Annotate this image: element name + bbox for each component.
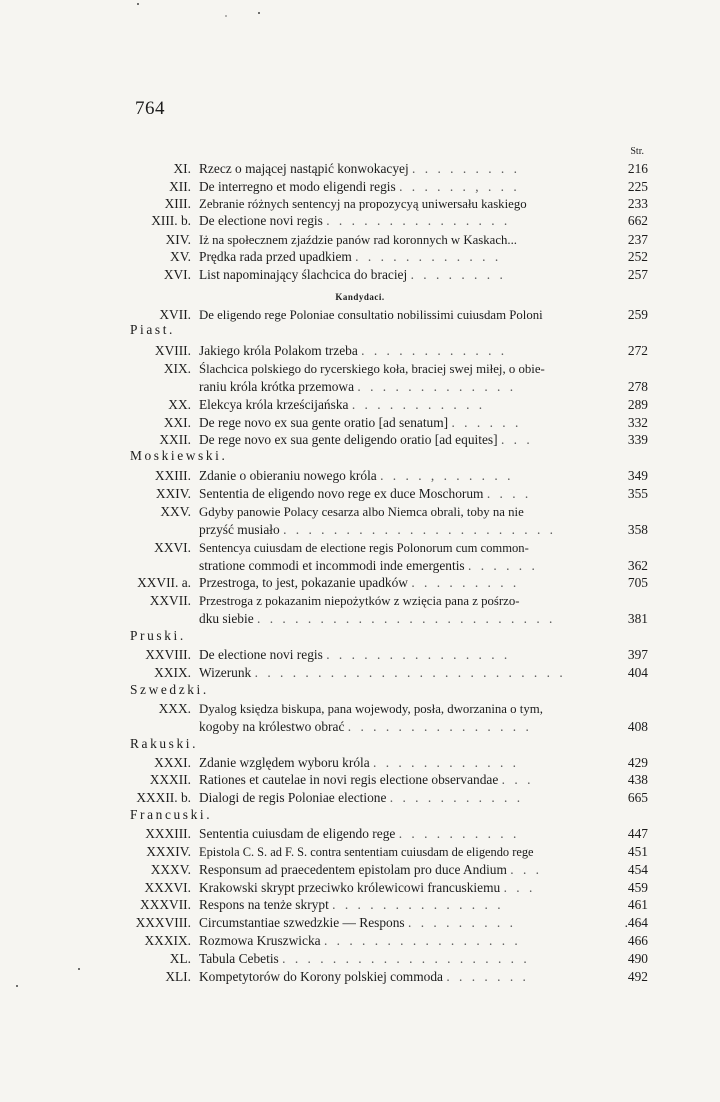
entry-title: [199, 342, 507, 359]
entry-number: XXVII. a.: [137, 575, 191, 590]
entry-title-text: Dyalog księdza biskupa, pana wojewody, posła, dworzanina o tym,: [199, 702, 543, 716]
entry-number: XXXVII.: [140, 897, 191, 912]
entry-title: [199, 378, 516, 395]
entry-title: [199, 574, 519, 591]
entry-page: 358: [627, 522, 648, 537]
entry-number: XIX.: [163, 361, 191, 376]
entry-page: 233: [627, 196, 648, 211]
entry-title: [199, 306, 543, 324]
entry-page: 454: [627, 862, 648, 877]
entry-title-text: dku siebie: [199, 611, 254, 626]
entry-page: 259: [627, 307, 648, 322]
column-header-str: Str.: [630, 146, 644, 157]
leader-dots: . . . . , . . . . . .: [380, 468, 514, 483]
entry-number: XXXII.: [149, 772, 191, 787]
entry-title-text: przyść musiało: [199, 522, 280, 537]
entry-number: XXXII. b.: [136, 790, 191, 805]
leader-dots: . . . . . . , . . .: [399, 179, 520, 194]
entry-title: [199, 592, 520, 610]
entry-page: 466: [627, 933, 648, 948]
entry-title: [199, 754, 519, 771]
leader-dots: . . . . . . . . . . . . . . . . . . . .: [282, 951, 530, 966]
scan-speck: [225, 15, 227, 17]
entry-title-text: De electione novi regis: [199, 213, 323, 228]
entry-page: 355: [627, 486, 648, 501]
entry-title: [199, 771, 533, 788]
entry-title-text: Respons na tenże skrypt: [199, 897, 329, 912]
entry-title-text: Jakiego króla Polakom trzeba: [199, 343, 358, 358]
leader-dots: . . . . . . . . .: [408, 915, 516, 930]
entry-title-text: Rationes et cautelae in novi regis electione observandae: [199, 772, 499, 787]
entry-number: XXII.: [159, 432, 191, 447]
entry-title: [199, 360, 545, 378]
leader-dots: . . . .: [486, 486, 532, 501]
entry-number: XXXIII.: [145, 826, 191, 841]
leader-dots: . . .: [500, 432, 533, 447]
entry-number: XXXIX.: [144, 933, 191, 948]
entry-title-text: De interregno et modo eligendi regis: [199, 179, 396, 194]
leader-dots: . . . . . . . . . . . . . . .: [347, 719, 532, 734]
entry-title: [199, 789, 523, 806]
entry-number: XXXVIII.: [135, 915, 191, 930]
entry-title-text: Kompetytorów do Korony polskiej commoda: [199, 969, 443, 984]
entry-page: 438: [627, 772, 648, 787]
entry-number: XXIII.: [154, 468, 191, 483]
leader-dots: . . . . . . . . . . .: [389, 790, 524, 805]
entry-number: XIV.: [165, 232, 191, 247]
entry-title: [199, 932, 521, 949]
leader-dots: . . .: [503, 880, 536, 895]
entry-title: [199, 843, 534, 861]
entry-number: XVI.: [163, 267, 191, 282]
entry-page: 429: [627, 755, 648, 770]
entry-title: [199, 968, 529, 985]
entry-page: 289: [627, 397, 648, 412]
entry-page: 451: [627, 844, 648, 859]
leader-dots: . . . . . . . . . . . . . . . . . . . . . .: [283, 522, 557, 537]
scan-speck: [258, 12, 260, 14]
entry-number: XXVI.: [154, 540, 191, 555]
section-heading: Kandydaci.: [335, 292, 385, 302]
entry-title-text: Krakowski skrypt przeciwko królewicowi francuskiemu: [199, 880, 501, 895]
entry-page: 332: [627, 415, 648, 430]
entry-page: .464: [624, 915, 648, 930]
entry-title-text: Responsum ad praecedentem epistolam pro duce Andium: [199, 862, 507, 877]
leader-dots: . . . . . . . .: [410, 267, 506, 282]
group-label-piast: Piast.: [130, 322, 175, 337]
entry-title-text: Sentencya cuiusdam de electione regis Polonorum cum common-: [199, 541, 529, 555]
entry-page: 278: [627, 379, 648, 394]
group-label-moskiewski: Moskiewski.: [130, 448, 228, 463]
entry-title-text: Prędka rada przed upadkiem: [199, 249, 352, 264]
entry-title: [199, 610, 555, 627]
entry-title: [199, 825, 519, 842]
entry-page: 490: [627, 951, 648, 966]
entry-title-text: Iż na społecznem zjaździe panów rad koronnych w Kaskach...: [199, 233, 518, 247]
entry-page: 381: [627, 611, 648, 626]
entry-title: [199, 485, 531, 502]
entry-title: [199, 646, 510, 663]
entry-number: XXVII.: [149, 593, 191, 608]
entry-page: 339: [627, 432, 648, 447]
entry-number: XV.: [170, 249, 191, 264]
entry-page: 459: [627, 880, 648, 895]
entry-page: 408: [627, 719, 648, 734]
entry-title: [199, 414, 521, 431]
entry-title: [199, 950, 530, 967]
entry-title: [199, 700, 543, 718]
leader-dots: . . . . . . . . . . . . . .: [332, 897, 504, 912]
entry-title-text: Ślachcica polskiego do rycerskiego koła, braciej swej miłej, o obie-: [199, 362, 545, 376]
entry-number: XII.: [169, 179, 191, 194]
entry-page: 349: [627, 468, 648, 483]
scan-speck: [78, 968, 80, 970]
entry-page: 492: [627, 969, 648, 984]
entry-number: XXVIII.: [145, 647, 191, 662]
entry-title-text: Zdanie o obieraniu nowego króla: [199, 468, 377, 483]
entry-title-text: De rege novo ex sua gente oratio [ad senatum]: [199, 415, 449, 430]
entry-title: [199, 664, 566, 681]
entry-number: XXXV.: [150, 862, 191, 877]
entry-number: XXXIV.: [146, 844, 191, 859]
entry-title: [199, 521, 556, 538]
entry-number: XIII.: [164, 196, 191, 211]
entry-title-text: Przestroga z pokazanim niepożytków z wzięcia pana z pośrzo-: [199, 594, 520, 608]
entry-title: [199, 861, 542, 878]
entry-title-text: Gdyby panowie Polacy cesarza albo Niemca obrali, toby na nie: [199, 505, 524, 519]
scan-speck: [137, 3, 139, 5]
entry-page: 662: [627, 213, 648, 228]
entry-number: XXIX.: [154, 665, 191, 680]
page-number: 764: [135, 98, 165, 119]
entry-page: 397: [627, 647, 648, 662]
entry-title-text: Zdanie względem wyboru króla: [199, 755, 370, 770]
entry-number: XL.: [169, 951, 191, 966]
entry-page: 461: [627, 897, 648, 912]
entry-number: XVIII.: [154, 343, 191, 358]
entry-title-text: Wizerunk: [199, 665, 252, 680]
entry-number: XVII.: [159, 307, 191, 322]
entry-title-text: Circumstantiae szwedzkie — Respons: [199, 915, 405, 930]
entry-number: XXI.: [163, 415, 191, 430]
entry-number: XLI.: [165, 969, 191, 984]
entry-title-text: De eligendo rege Poloniae consultatio nobilissimi cuiusdam Poloni: [199, 308, 543, 322]
leader-dots: . . . . . . . . . . .: [351, 397, 486, 412]
scan-speck: [16, 985, 18, 987]
leader-dots: . . . . . . . . .: [411, 575, 520, 590]
leader-dots: . . . . . . . . . . . . . . .: [326, 213, 511, 228]
entry-page: 447: [627, 826, 648, 841]
leader-dots: . . . . . . . . . . . .: [373, 755, 520, 770]
entry-title: [199, 212, 510, 229]
entry-page: 252: [627, 249, 648, 264]
leader-dots: . . .: [510, 862, 543, 877]
entry-title: [199, 896, 504, 913]
entry-page: 272: [627, 343, 648, 358]
entry-title: [199, 396, 485, 413]
entry-number: XX.: [168, 397, 191, 412]
entry-title: [199, 195, 527, 213]
leader-dots: . . . . . . .: [446, 969, 529, 984]
entry-page: 225: [627, 179, 648, 194]
leader-dots: . . . . . . . . . . . .: [355, 249, 502, 264]
entry-title: [199, 266, 506, 283]
leader-dots: . . . . . . . . . . . . . . . .: [323, 933, 521, 948]
entry-title: [199, 160, 520, 177]
leader-dots: . . . . . . . . . .: [398, 826, 520, 841]
entry-title-text: Zebranie różnych sentencyj na propozycyą uniwersału kaskiego: [199, 197, 527, 211]
leader-dots: . . . . . . . . .: [412, 161, 520, 176]
group-label-rakuski: Rakuski.: [130, 736, 199, 751]
entry-title-text: Elekcya króla krześcijańska: [199, 397, 349, 412]
entry-title: [199, 718, 532, 735]
entry-page: 404: [627, 665, 648, 680]
entry-number: XIII. b.: [151, 213, 191, 228]
leader-dots: . . . . . . . . . . . . . . . . . . . . . . . .: [257, 611, 556, 626]
entry-title: [199, 178, 520, 195]
entry-title-text: De rege novo ex sua gente deligendo oratio [ad equites]: [199, 432, 498, 447]
entry-number: XXIV.: [155, 486, 191, 501]
entry-title-text: Sententia cuiusdam de eligendo rege: [199, 826, 396, 841]
entry-title-text: List napominający ślachcica do braciej: [199, 267, 408, 282]
entry-page: 362: [627, 558, 648, 573]
entry-title-text: Rozmowa Kruszwicka: [199, 933, 321, 948]
entry-title-text: De electione novi regis: [199, 647, 323, 662]
entry-page: 665: [627, 790, 648, 805]
entry-title-text: stratione commodi et incommodi inde emergentis: [199, 558, 465, 573]
entry-page: 216: [627, 161, 648, 176]
group-label-szwedzki: Szwedzki.: [130, 682, 209, 697]
entry-title-text: raniu króla krótka przemowa: [199, 379, 355, 394]
leader-dots: . . . . . . . . . . . . .: [357, 379, 517, 394]
leader-dots: . . .: [501, 772, 534, 787]
group-label-francuski: Francuski.: [130, 807, 213, 822]
entry-number: XXXVI.: [144, 880, 191, 895]
entry-title: [199, 431, 533, 448]
entry-title-text: Tabula Cebetis: [199, 951, 279, 966]
entry-title-text: Dialogi de regis Poloniae electione: [199, 790, 387, 805]
entry-title-text: Sententia de eligendo novo rege ex duce Moschorum: [199, 486, 484, 501]
entry-page: 257: [627, 267, 648, 282]
entry-title: [199, 467, 513, 484]
leader-dots: . . . . . . . . . . . . . . . . . . . . . . . . .: [254, 665, 566, 680]
entry-page: 705: [627, 575, 648, 590]
leader-dots: . . . . . .: [451, 415, 522, 430]
entry-number: XXV.: [160, 504, 191, 519]
entry-number: XXX.: [158, 701, 191, 716]
leader-dots: . . . . . . . . . . . .: [361, 343, 508, 358]
leader-dots: . . . . . .: [468, 558, 538, 573]
entry-title: [199, 539, 529, 557]
entry-title-text: kogoby na królestwo obrać: [199, 719, 345, 734]
group-label-pruski: Pruski.: [130, 628, 186, 643]
leader-dots: . . . . . . . . . . . . . . .: [326, 647, 511, 662]
entry-number: XI.: [173, 161, 191, 176]
entry-title-text: Przestroga, to jest, pokazanie upadków: [199, 575, 408, 590]
entry-title: [199, 503, 524, 521]
entry-title: [199, 557, 538, 574]
entry-title: [199, 248, 501, 265]
entry-title: [199, 914, 516, 931]
entry-title-text: Rzecz o mającej nastąpić konwokacyej: [199, 161, 409, 176]
entry-number: XXXI.: [154, 755, 191, 770]
entry-page: 237: [627, 232, 648, 247]
entry-title: [199, 879, 535, 896]
entry-title-text: Epistola C. S. ad F. S. contra sententiam cuiusdam de eligendo rege: [199, 845, 534, 859]
entry-title: [199, 231, 517, 249]
